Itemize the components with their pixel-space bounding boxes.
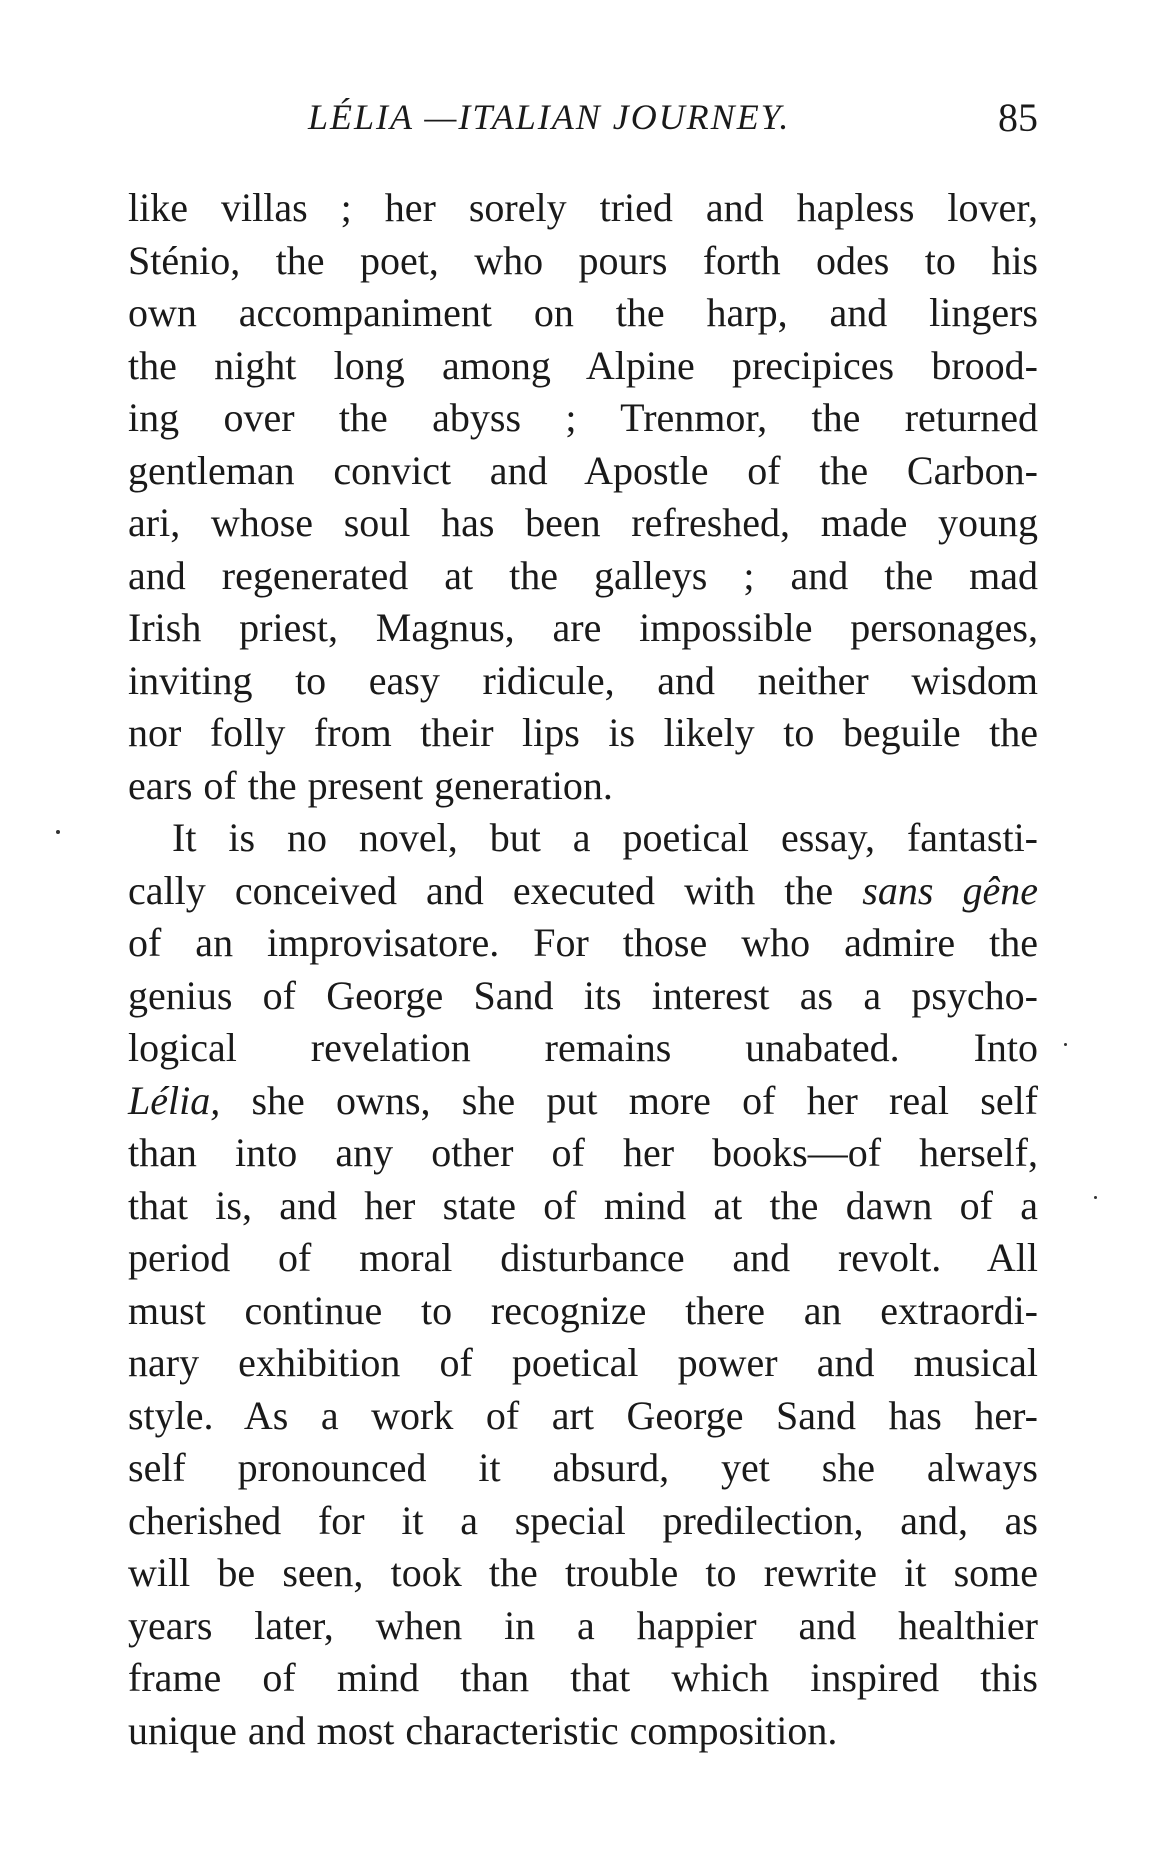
text-line: style. As a work of art George Sand has her- [128, 1392, 1038, 1438]
body-text [128, 182, 1038, 1757]
text-line: self pronounced it absurd, yet she always [128, 1445, 1038, 1490]
text-line: own accompaniment on the harp, and lingers [128, 290, 1038, 335]
speck-mark [1094, 1196, 1097, 1199]
text-line: genius of George Sand its interest as a psycho- [128, 972, 1038, 1018]
text-line: inviting to easy ridicule, and neither wisdom [128, 657, 1038, 703]
text-line: logical revelation remains unabated. Into [128, 1025, 1038, 1070]
paragraph-2 [128, 812, 1038, 1757]
text-line: of an improvisatore. For those who admire the [128, 920, 1038, 965]
text-line: years later, when in a happier and healthier [128, 1602, 1038, 1648]
text-run: cally conceived and executed with the [128, 867, 863, 913]
text-line: nary exhibition of poetical power and musical [128, 1340, 1038, 1385]
speck-mark [1064, 1043, 1067, 1046]
text-line: must continue to recognize there an extraordi- [128, 1287, 1038, 1333]
text-line: ari, whose soul has been refreshed, made young [128, 500, 1038, 545]
text-line: nor folly from their lips is likely to beguile the [128, 710, 1038, 755]
page-number: 85 [998, 95, 1038, 140]
text-line: gentleman convict and Apostle of the Carbon- [128, 447, 1038, 493]
text-line: and regenerated at the galleys ; and the mad [128, 552, 1038, 598]
speck-mark [56, 830, 60, 834]
text-line [128, 865, 1038, 918]
text-run: she owns, she put more of her real self [220, 1077, 1038, 1123]
italic-phrase: sans gêne [862, 867, 1038, 913]
running-head [128, 96, 1038, 146]
text-line: period of moral disturbance and revolt. All [128, 1235, 1038, 1280]
paragraph-1 [128, 182, 1038, 812]
text-line: Sténio, the poet, who pours forth odes to his [128, 237, 1038, 283]
text-line [128, 1075, 1038, 1128]
running-title: LÉLIA —ITALIAN JOURNEY. [308, 97, 791, 137]
text-line: will be seen, took the trouble to rewrite it some [128, 1550, 1038, 1595]
text-line: frame of mind than that which inspired this [128, 1655, 1038, 1700]
text-line: than into any other of her books—of herself, [128, 1130, 1038, 1175]
text-line: ears of the present generation. [128, 762, 613, 808]
italic-title: Lélia, [128, 1077, 221, 1123]
text-line: that is, and her state of mind at the dawn of a [128, 1182, 1038, 1228]
text-line: like villas ; her sorely tried and hapless lover, [128, 185, 1038, 230]
text-line: cherished for it a special predilection, and, as [128, 1497, 1038, 1543]
text-line: unique and most characteristic composition. [128, 1707, 838, 1753]
text-line: the night long among Alpine precipices brood- [128, 342, 1038, 388]
text-line: It is no novel, but a poetical essay, fantasti- [172, 815, 1038, 860]
text-line: Irish priest, Magnus, are impossible personages, [128, 605, 1038, 650]
text-line: ing over the abyss ; Trenmor, the returned [128, 395, 1038, 440]
